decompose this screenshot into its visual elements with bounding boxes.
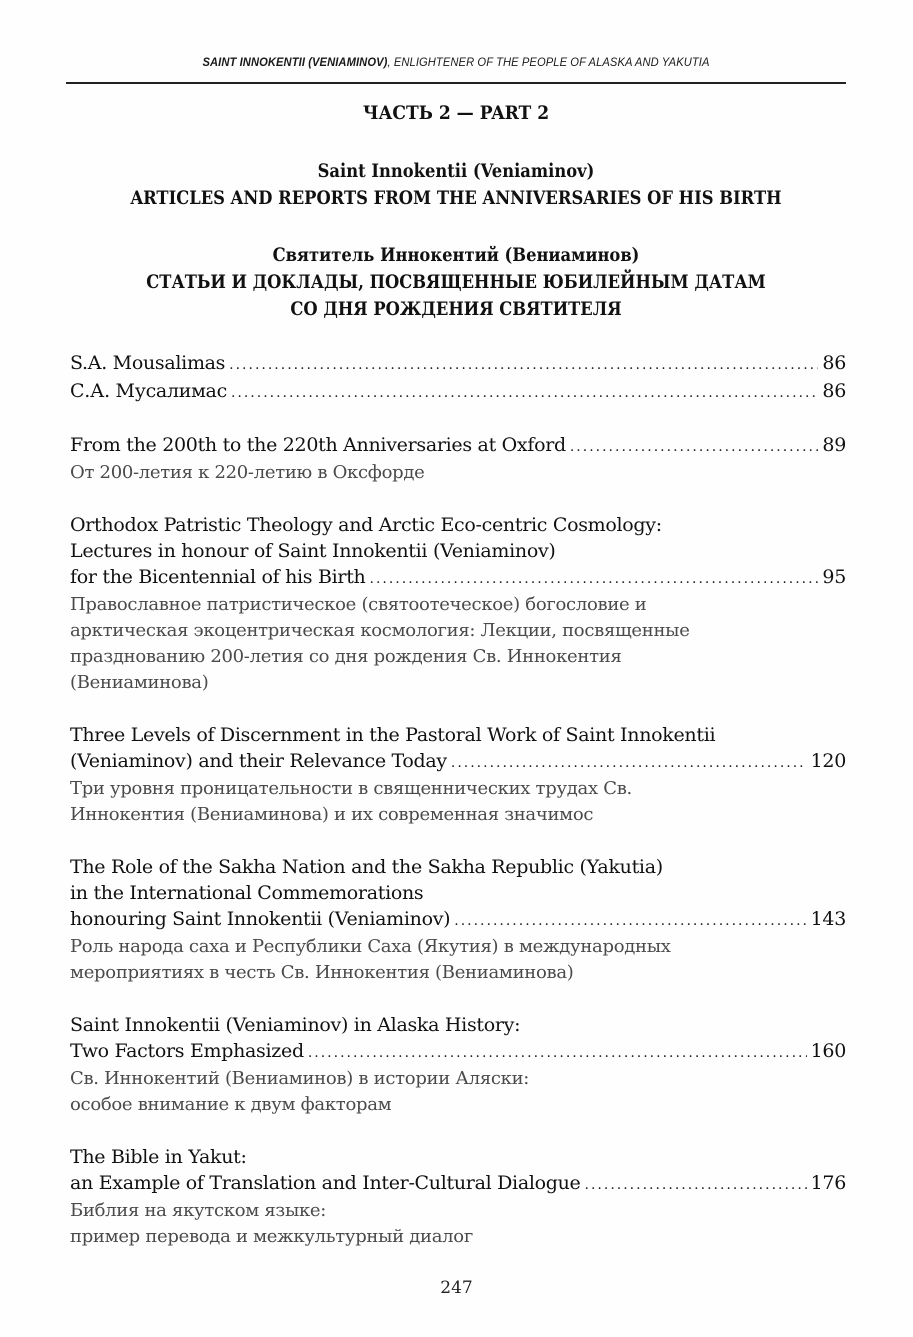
toc-title-en-text: The Bible in Yakut: bbox=[70, 1146, 247, 1168]
toc-title-ru-line: Роль народа саха и Республики Саха (Якутия) в международных bbox=[70, 936, 671, 957]
toc-title-en-text: an Example of Translation and Inter-Cultural Dialogue bbox=[70, 1172, 581, 1194]
toc-page-number: 86 bbox=[822, 380, 846, 402]
toc-title-ru-line: Св. Иннокентий (Вениаминов) в истории Аляски: bbox=[70, 1068, 530, 1089]
toc-entry[interactable] bbox=[70, 432, 846, 486]
toc-line bbox=[70, 378, 846, 406]
dot-leader bbox=[454, 908, 806, 934]
toc-author-ru: С.А. Мусалимас bbox=[70, 380, 227, 402]
dot-leader bbox=[229, 352, 818, 378]
section-heading-ru-line1: Святитель Иннокентий (Вениаминов) bbox=[272, 244, 640, 266]
toc-entry[interactable] bbox=[70, 854, 846, 986]
toc-title-en-line bbox=[70, 1012, 846, 1038]
toc-entry[interactable] bbox=[70, 1012, 846, 1118]
toc-title-en-text: Saint Innokentii (Veniaminov) in Alaska History: bbox=[70, 1014, 521, 1036]
table-of-contents bbox=[70, 350, 846, 1276]
dot-leader bbox=[585, 1172, 807, 1198]
dot-leader bbox=[451, 750, 807, 776]
dot-leader bbox=[231, 380, 818, 406]
toc-title-en-text: honouring Saint Innokentii (Veniaminov) bbox=[70, 908, 451, 930]
toc-page-number: 160 bbox=[810, 1040, 846, 1062]
toc-title-ru-line: арктическая экоцентрическая космология: Лекции, посвященные bbox=[70, 620, 690, 641]
part-title: ЧАСТЬ 2 — PART 2 bbox=[362, 102, 550, 124]
section-heading-en-line2: ARTICLES AND REPORTS FROM THE ANNIVERSARIES OF HIS BIRTH bbox=[130, 187, 782, 209]
toc-title-en-line bbox=[70, 538, 846, 564]
toc-page-number: 176 bbox=[810, 1172, 846, 1194]
header-rule bbox=[66, 82, 846, 84]
toc-page-number: 120 bbox=[810, 750, 846, 772]
toc-title-ru-line: пример перевода и межкультурный диалог bbox=[70, 1226, 473, 1247]
toc-page-number: 89 bbox=[822, 434, 846, 456]
toc-title-en-text: in the International Commemorations bbox=[70, 882, 424, 904]
toc-title-en-line bbox=[70, 1038, 846, 1066]
toc-title-ru-line: мероприятиях в честь Св. Иннокентия (Вениаминова) bbox=[70, 962, 574, 983]
toc-title-ru-line: От 200-летия к 220-летию в Оксфорде bbox=[70, 462, 425, 483]
toc-title-en-line bbox=[70, 722, 846, 748]
toc-title-ru-line: особое внимание к двум факторам bbox=[70, 1094, 392, 1115]
toc-title-en-line bbox=[70, 1170, 846, 1198]
page-number: 247 bbox=[440, 1278, 473, 1298]
toc-title-en-line bbox=[70, 432, 846, 460]
toc-title-en-text: Lectures in honour of Saint Innokentii (Veniaminov) bbox=[70, 540, 556, 562]
section-heading-ru bbox=[66, 242, 846, 323]
toc-line bbox=[70, 350, 846, 378]
toc-entry-author[interactable] bbox=[70, 350, 846, 406]
toc-author-en: S.A. Mousalimas bbox=[70, 352, 226, 374]
dot-leader bbox=[308, 1040, 807, 1066]
toc-title-en-text: for the Bicentennial of his Birth bbox=[70, 566, 366, 588]
toc-title-ru-line: (Вениаминова) bbox=[70, 672, 209, 693]
toc-entry[interactable] bbox=[70, 512, 846, 696]
toc-title-en-line bbox=[70, 1144, 846, 1170]
running-head-title: SAINT INNOKENTII (VENIAMINOV) bbox=[202, 55, 388, 69]
toc-title-en-text: Two Factors Emphasized bbox=[70, 1040, 304, 1062]
section-heading-ru-line3: СО ДНЯ РОЖДЕНИЯ СВЯТИТЕЛЯ bbox=[290, 298, 622, 320]
running-head-subtitle: , ENLIGHTENER OF THE PEOPLE OF ALASKA AND YAKUTIA bbox=[387, 55, 710, 69]
toc-title-en-text: (Veniaminov) and their Relevance Today bbox=[70, 750, 447, 772]
toc-title-en-line bbox=[70, 854, 846, 880]
dot-leader bbox=[370, 566, 819, 592]
toc-title-en-text: Orthodox Patristic Theology and Arctic Eco-centric Cosmology: bbox=[70, 514, 662, 536]
toc-page-number: 143 bbox=[810, 908, 846, 930]
section-heading-en-line1: Saint Innokentii (Veniaminov) bbox=[317, 160, 595, 182]
dot-leader bbox=[570, 434, 819, 460]
toc-title-ru-line: Иннокентия (Вениаминова) и их современная значимос bbox=[70, 804, 594, 825]
toc-title-ru-line: Православное патристическое (святоотеческое) богословие и bbox=[70, 594, 647, 615]
section-heading-en bbox=[66, 158, 846, 212]
toc-title-en-line bbox=[70, 906, 846, 934]
toc-title-en-text: The Role of the Sakha Nation and the Sakha Republic (Yakutia) bbox=[70, 856, 663, 878]
toc-title-ru-line: Три уровня проницательности в священнических трудах Св. bbox=[70, 778, 632, 799]
toc-title-en-line bbox=[70, 748, 846, 776]
toc-title-en-text: From the 200th to the 220th Anniversaries at Oxford bbox=[70, 434, 566, 456]
toc-title-en-line bbox=[70, 512, 846, 538]
toc-title-en-text: Three Levels of Discernment in the Pastoral Work of Saint Innokentii bbox=[70, 724, 716, 746]
toc-entry[interactable] bbox=[70, 722, 846, 828]
toc-title-ru-line: празднованию 200-летия со дня рождения Св. Иннокентия bbox=[70, 646, 622, 667]
toc-entry[interactable] bbox=[70, 1144, 846, 1250]
section-heading-ru-line2: СТАТЬИ И ДОКЛАДЫ, ПОСВЯЩЕННЫЕ ЮБИЛЕЙНЫМ ДАТАМ bbox=[146, 271, 766, 293]
toc-title-en-line bbox=[70, 880, 846, 906]
toc-page-number: 95 bbox=[822, 566, 846, 588]
toc-page-number: 86 bbox=[822, 352, 846, 374]
running-head bbox=[93, 55, 818, 69]
toc-entries bbox=[70, 432, 846, 1250]
toc-title-ru-line: Библия на якутском языке: bbox=[70, 1200, 327, 1221]
toc-title-en-line bbox=[70, 564, 846, 592]
